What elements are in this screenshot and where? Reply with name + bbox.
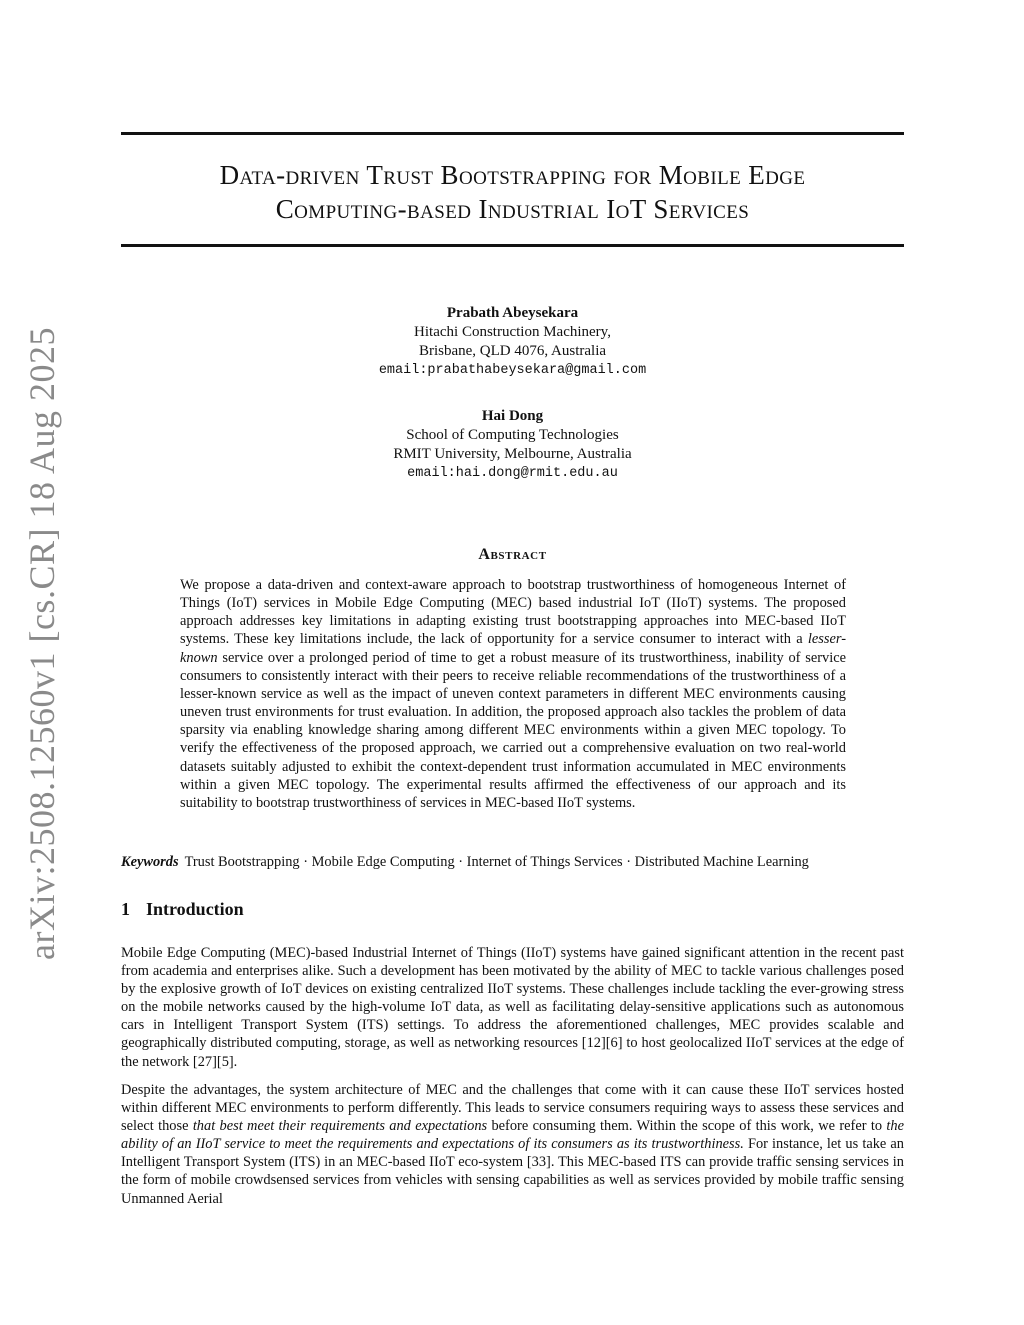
abstract-emphasis: lesser-known <box>180 631 846 666</box>
author-affiliation: School of Computing Technologies <box>406 427 619 443</box>
author-name: Hai Dong <box>481 408 544 424</box>
keywords-label: Keywords <box>121 854 179 870</box>
section-heading <box>121 899 244 920</box>
keywords-line <box>121 853 906 871</box>
title-top-rule <box>121 132 904 135</box>
paragraph-text: For instance, let us take an Intelligent Transport System (ITS) in an MEC-based IIoT eco-system [33]. This MEC-based ITS can provide traffic sensing services in the form of mobile crowdsensed services from vehicles with sensing capabilities as well as services provided by mobile traffic sensing Unmanned Aerial <box>121 1136 904 1207</box>
keywords-text: Trust Bootstrapping · Mobile Edge Computing · Internet of Things Services · Distributed Machine Learning <box>184 854 809 870</box>
paragraph-text: Despite the advantages, the system architecture of MEC and the challenges that come with it can cause these IIoT services hosted within different MEC environments to perform differently. This leads to service consumers requiring ways to assess these services and select those <box>121 1082 904 1135</box>
paper-title <box>121 158 904 226</box>
title-line-2: Computing-based Industrial IoT Services <box>275 194 750 224</box>
abstract-text: service over a prolonged period of time to get a robust measure of its trustworthiness, inability of service consumers to consistently interact with their peers to receive reliable recommendations of the trustworthiness of a lesser-known service as well as the impact of uneven context parameters in different MEC environments causing uneven trust environments for trust evaluation. In addition, the proposed approach also tackles the problem of data sparsity via enabling knowledge sharing among different MEC environments within a given MEC topology. To verify the effectiveness of the proposed approach, we carried out a comprehensive evaluation on two real-world datasets suitably adjusted to exhibit the context-dependent trust information accumulated in MEC environments within a given MEC topology. The experimental results affirmed the effectiveness of our approach and its suitability to bootstrap trustworthiness of services in MEC-based IIoT systems. <box>180 649 846 811</box>
section-title: Introduction <box>146 899 244 919</box>
author-affiliation: Brisbane, QLD 4076, Australia <box>418 343 607 359</box>
author-block-1 <box>121 304 904 380</box>
author-name: Prabath Abeysekara <box>446 305 579 321</box>
author-email: email:hai.dong@rmit.edu.au <box>407 466 618 481</box>
section-number: 1 <box>121 899 130 919</box>
title-line-1: Data-driven Trust Bootstrapping for Mobile Edge <box>219 160 806 190</box>
body-paragraph: Mobile Edge Computing (MEC)-based Industrial Internet of Things (IIoT) systems have gained significant attention in the recent past from academia and enterprises alike. Such a development has been motivated by the ability of MEC to tackle various challenges posed by the explosive growth of IoT devices on existing centralized IIoT systems. These challenges include tackling the ever-growing stress on the mobile networks caused by the high-volume IoT data, as well as facilitating delay-sensitive applications such as autonomous cars in Intelligent Transport System (ITS) settings. To address the aforementioned challenges, MEC provides scalable and geographically distributed computing, storage, as well as networking resources [12][6] to host geolocalized IIoT services at the edge of the network [27][5]. <box>121 945 904 1070</box>
body-paragraph <box>121 1081 904 1208</box>
author-block-2 <box>121 407 904 483</box>
author-email: email:prabathabeysekara@gmail.com <box>378 363 647 378</box>
paragraph-emphasis: that best meet their requirements and expectations <box>192 1118 488 1135</box>
abstract-body <box>180 576 846 812</box>
arxiv-identifier: arXiv:2508.12560v1 [cs.CR] 18 Aug 2025 <box>22 327 62 960</box>
title-bottom-rule <box>121 244 904 247</box>
abstract-text: We propose a data-driven and context-aware approach to bootstrap trustworthiness of homogeneous Internet of Things (IoT) services in Mobile Edge Computing (MEC) based industrial IoT (IIoT) systems. The proposed approach addresses key limitations in adapting existing trust bootstrapping approaches into MEC-based IIoT systems. These key limitations include, the lack of opportunity for a service consumer to interact with a <box>180 577 846 648</box>
paragraph-emphasis: the ability of an IIoT service to meet the requirements and expectations of its consumers as its trustworthiness. <box>121 1118 904 1153</box>
paragraph-text: before consuming them. Within the scope of this work, we refer to <box>487 1118 887 1135</box>
author-affiliation: Hitachi Construction Machinery, <box>414 324 611 340</box>
author-affiliation: RMIT University, Melbourne, Australia <box>393 446 632 462</box>
abstract-heading: Abstract <box>478 546 547 563</box>
